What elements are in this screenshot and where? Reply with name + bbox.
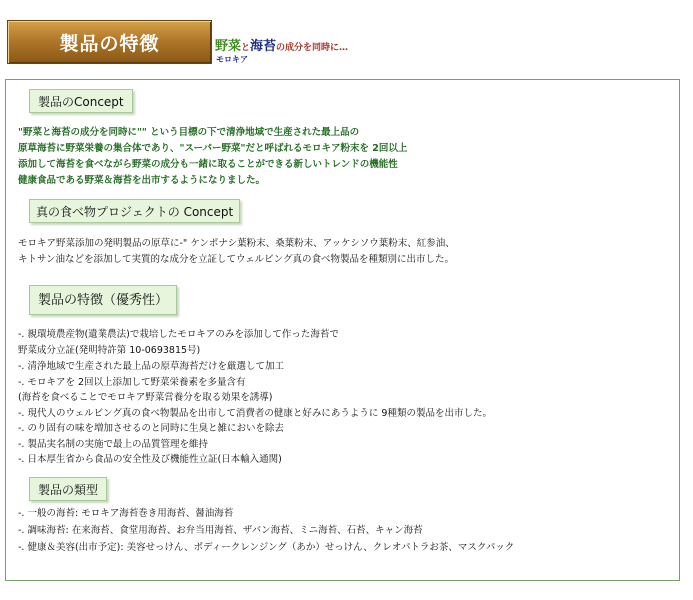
project-line-1: モロキア野菜添加の発明製品の原草に-" ケンポナシ葉粉末、桑葉粉末、アッケシソウ葉粉末、紅参油、 [18, 238, 455, 249]
feature-line-7: -. のり固有の味を増加させるのと同時に生臭と雑においを除去 [18, 423, 284, 434]
page-title-badge [7, 20, 212, 64]
project-line-2: キトサン油などを添加して実質的な成分を立証してウェルビング真の食べ物製品を種類別に出市した。 [18, 254, 454, 265]
concept-line-4: 健康食品である野菜＆海苔を出市するようになりました。 [18, 175, 266, 186]
tagline-seaweed: 海苔 [250, 39, 277, 54]
concept-line-2: 原草海苔に野菜栄養の集合体であり、"スーパー野菜"だと呼ばれるモロキア粉末を 2回以上 [18, 143, 408, 154]
feature-line-8: -. 製品実名制の実施で最上の品質管理を維持 [18, 439, 208, 450]
feature-line-5: (海苔を食べることでモロキア野菜営養分を取る効果を誘導) [18, 392, 273, 403]
page-title: 製品の特徴 [59, 32, 160, 55]
section-label-types: 製品の類型 [29, 477, 107, 501]
tagline-and: と [241, 43, 251, 53]
concept-line-1 [18, 125, 359, 140]
feature-line-3: -. 清浄地域で生産された最上品の原草海苔だけを厳選して加工 [18, 361, 284, 372]
concept-line-1-text: "野菜と海苔の成分を同時に"" という目標の下で清浄地域で生産された最上品の [18, 127, 360, 138]
tagline-rest: の成分を同時に… [276, 43, 349, 53]
type-line-3: -. 健康＆美容(出市予定): 美容せっけん、ボディークレンジング（あか）せっけん、クレオパトラお茶、マスクパック [18, 542, 515, 553]
feature-line-6: -. 現代人のウェルビング真の食べ物製品を出市して消費者の健康と好みにあうように 9種類の製品を出市した。 [18, 408, 492, 419]
concept-line-3: 添加して海苔を食べながら野菜の成分も一緒に取ることができる新しいトレンドの機能性 [18, 159, 398, 170]
tagline-vegetable: 野菜 [215, 39, 242, 54]
type-line-2: -. 調味海苔: 在来海苔、食堂用海苔、お弁当用海苔、ザバン海苔、ミニ海苔、石苔、キャン海苔 [18, 525, 423, 536]
feature-line-2: 野菜成分立証(発明特許第 10-0693815号) [18, 345, 201, 356]
feature-line-9: -. 日本厚生省から食品の安全性及び機能性立証(日本輸入通関) [18, 454, 282, 465]
feature-line-4: -. モロキアを 2回以上添加して野菜栄養素を多量含有 [18, 377, 246, 388]
feature-line-1: -. 親環境農産物(遺業農法)で栽培したモロキアのみを添加して作った海苔で [18, 329, 339, 340]
tagline [215, 35, 348, 54]
type-line-1: -. 一般の海苔: モロキア海苔巻き用海苔、醤油海苔 [18, 508, 234, 519]
section-label-features: 製品の特徴（優秀性） [29, 285, 177, 315]
tagline-brand: モロキア [216, 55, 248, 64]
section-label-project: 真の食べ物プロジェクトの Concept [29, 199, 240, 223]
section-label-concept: 製品のConcept [29, 89, 133, 113]
